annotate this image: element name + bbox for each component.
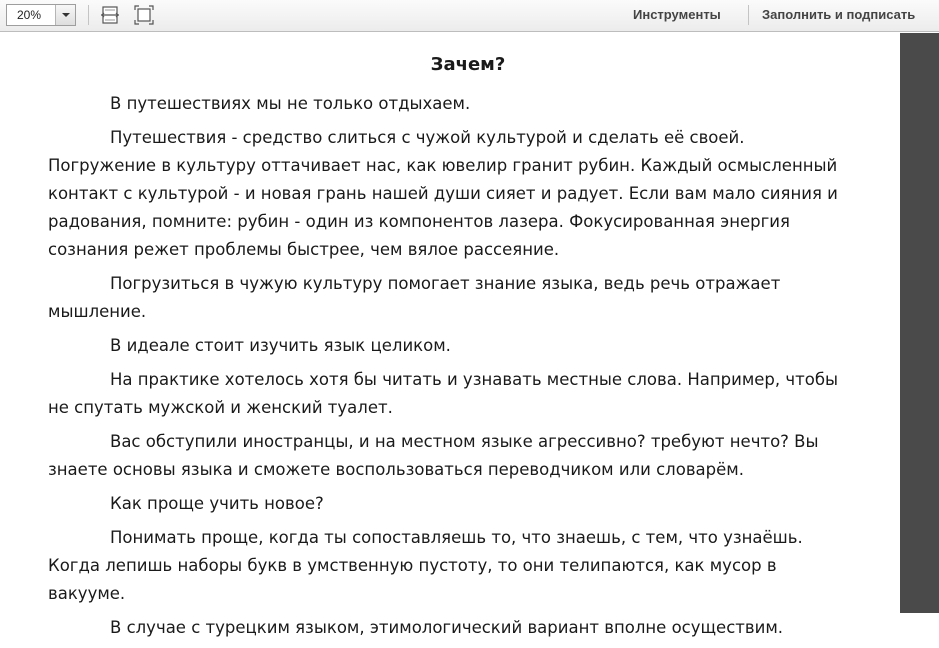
paragraph: Погрузиться в чужую культуру помогает знание языка, ведь речь отражает мышление. (48, 274, 781, 321)
paragraph: На практике хотелось хотя бы читать и узнавать местные слова. Например, чтобы не спутать мужской и женский туалет. (48, 370, 839, 417)
paragraph: Понимать проще, когда ты сопоставляешь то, что знаешь, с тем, что узнаёшь. Когда лепишь наборы букв в умственную пустоту, то они телипаются, как мусор в вакууме. (48, 528, 803, 603)
document-title: Зачем? (430, 54, 506, 75)
fit-page-icon[interactable] (134, 5, 154, 25)
paragraph: В путешествиях мы не только отдыхаем. (110, 94, 471, 113)
fill-sign-button[interactable]: Заполнить и подписать (762, 7, 916, 22)
toolbar-separator (88, 5, 89, 25)
paragraph: Как проще учить новое? (110, 494, 324, 513)
document-page (48, 52, 848, 648)
toolbar (0, 0, 939, 32)
vertical-scrollbar[interactable] (900, 33, 939, 613)
paragraph: В идеале стоит изучить язык целиком. (110, 336, 451, 355)
paragraph: Вас обступили иностранцы, и на местном языке агрессивно? требуют нечто? Вы знаете основы языка и сможете воспользоваться переводчиком или словарём. (48, 432, 819, 479)
paragraph: В случае с турецким языком, этимологический вариант вполне осуществим. (110, 618, 784, 637)
zoom-dropdown-button[interactable] (55, 5, 75, 25)
zoom-value: 20% (17, 8, 42, 22)
paragraph: Путешествия - средство слиться с чужой культурой и сделать её своей. Погружение в культуру оттачивает нас, как ювелир гранит рубин. Каждый осмысленный контакт с культурой - и новая грань нашей души сияет и радует. Если вам мало сияния и радования, помните: рубин - один из компонентов лазера. Фокусированная энергия сознания режет проблемы быстрее, чем вялое рассеяние. (48, 128, 838, 259)
tools-button[interactable]: Инструменты (633, 7, 721, 22)
toolbar-separator (748, 5, 749, 25)
zoom-input[interactable] (6, 4, 76, 26)
fit-width-icon[interactable] (100, 5, 120, 25)
